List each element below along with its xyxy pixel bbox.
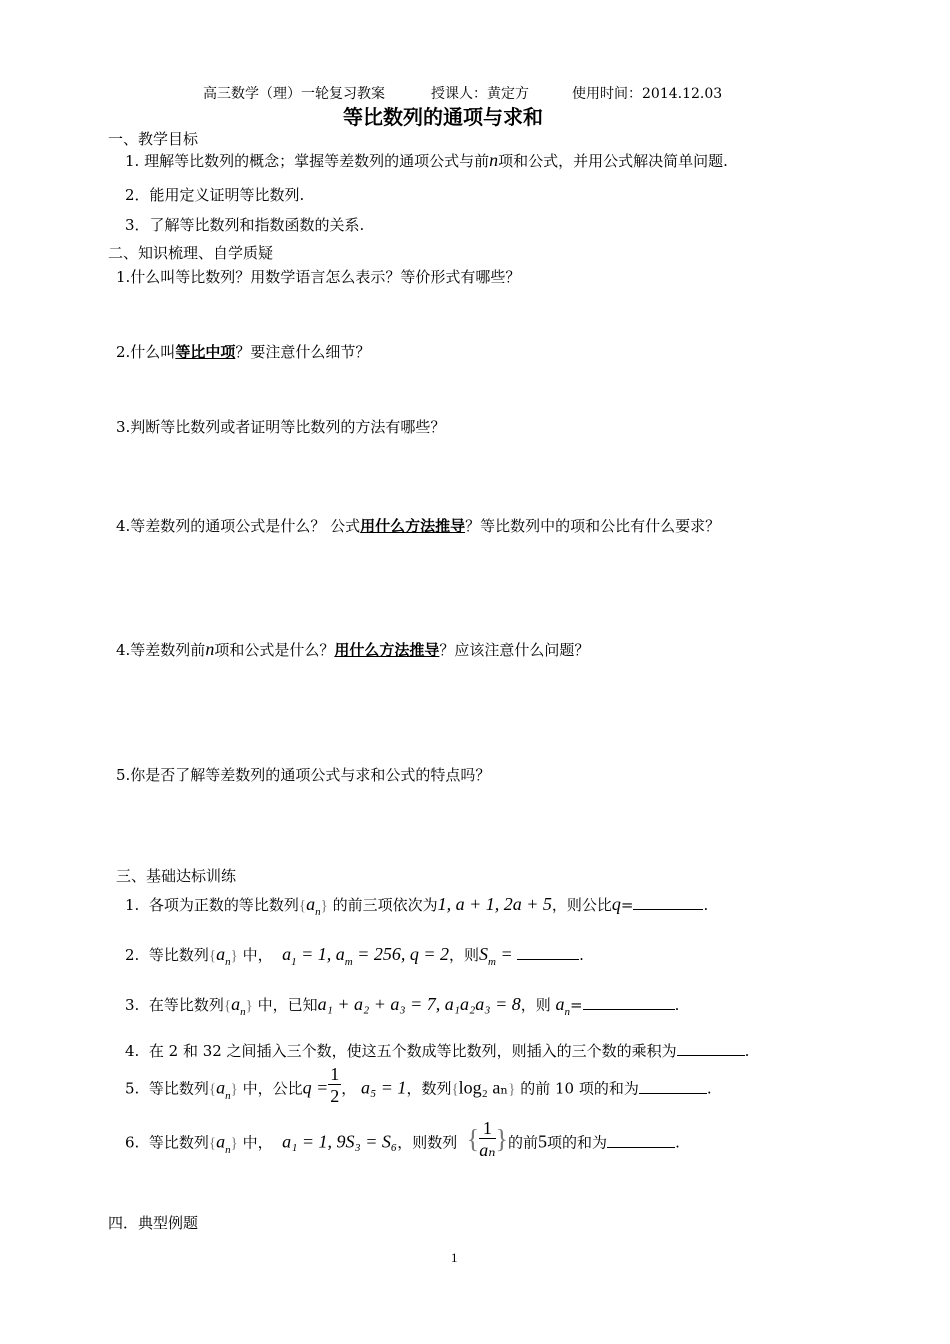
sec4-heading: 四．典型例题	[108, 1214, 199, 1232]
problem-2: 2. 等比数列$\{a_n\}$ 中， $a_1 = 1$, $a_m = 256$, q = 2，则$S_m$ = .	[125, 944, 584, 968]
answer-blank	[639, 1081, 707, 1094]
answer-blank	[517, 947, 579, 960]
header-teacher: 授课人：黄定方	[431, 86, 529, 102]
question-4: 4.等差数列的通项公式是什么？ 公式用什么方法推导？等比数列中的项和公比有什么要求？	[116, 517, 721, 535]
fraction-one-half: $\frac{1}{2}$	[330, 1064, 340, 1106]
fraction-one-over-an: $\frac{1}{\text{aₙ}}$	[479, 1118, 496, 1160]
question-2: 2.什么叫等比中项？要注意什么细节？	[116, 343, 371, 361]
answer-blank	[633, 897, 703, 910]
problem-4: 4. 在 2 和 32 之间插入三个数，使这五个数成等比数列，则插入的三个数的乘积为 .	[125, 1042, 750, 1060]
problem-5: 5. 等比数列$\{a_n\}$ 中，公比q = $\frac{1}{2}$ ， a₅ = 1，数列{log₂ aₙ} 的前 10 项的和为 .	[125, 1064, 712, 1106]
problem-6: 6. 等比数列$\{a_n\}$ 中， a₁ = 1, 9S₃ = S₆，则数列 { $\frac{1}{\text{aₙ}}$ }的前5项的和为 .	[125, 1118, 680, 1160]
header-date: 使用时间：2014.12.03	[572, 86, 723, 102]
header-course: 高三数学（理）一轮复习教案	[203, 86, 385, 102]
sec1-heading: 一、教学目标	[108, 130, 199, 148]
problem-1: 1. 各项为正数的等比数列$\{a_n\}$ 的前三项依次为1, a + 1, 2a + 5，则公比q= .	[125, 894, 709, 918]
question-5: 4.等差数列前n项和公式是什么？用什么方法推导？应该注意什么问题？	[116, 639, 590, 659]
sec2-heading: 二、知识梳理、自学质疑	[108, 244, 274, 262]
sec3-heading: 三、基础达标训练	[116, 867, 237, 885]
sec1-item1: 1. 理解等比数列的概念；掌握等差数列的通项公式与前n项和公式，并用公式解决简单问题.	[125, 150, 728, 170]
question-1: 1.什么叫等比数列？用数学语言怎么表示？等价形式有哪些？	[116, 268, 521, 286]
sec1-item2: 2．能用定义证明等比数列.	[125, 186, 305, 204]
page-number: 1	[451, 1250, 458, 1265]
answer-blank	[607, 1135, 675, 1148]
sec1-item3: 3．了解等比数列和指数函数的关系.	[125, 216, 365, 234]
answer-blank	[583, 997, 675, 1010]
problem-3: 3. 在等比数列$\{a_n\}$ 中，已知a₁ + a₂ + a₃ = 7, a₁a₂a₃ = 8，则 $a_n=$ .	[125, 994, 680, 1018]
page-title: 等比数列的通项与求和	[343, 105, 543, 129]
question-6: 5.你是否了解等差数列的通项公式与求和公式的特点吗？	[116, 766, 491, 784]
answer-blank	[677, 1043, 745, 1056]
question-3: 3.判断等比数列或者证明等比数列的方法有哪些？	[116, 418, 446, 436]
